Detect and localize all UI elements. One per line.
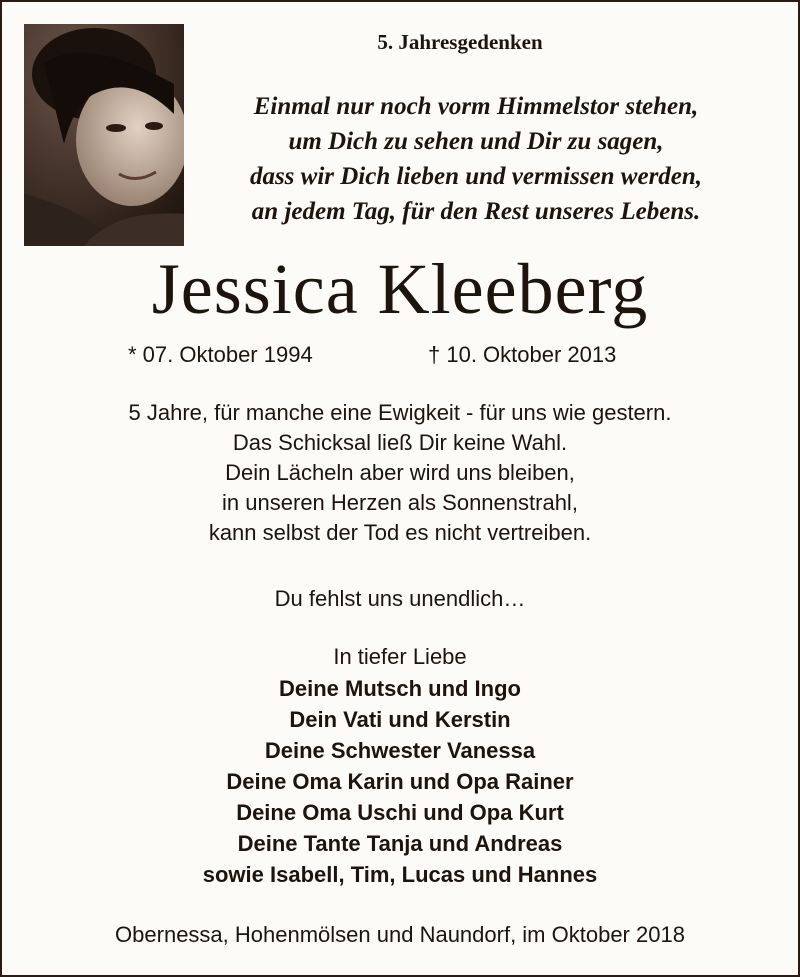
verse-line: kann selbst der Tod es nicht vertreiben.: [208, 520, 592, 545]
mourner-line: Deine Oma Karin und Opa Rainer: [226, 769, 574, 794]
poem-line: an jedem Tag, für den Rest unseres Lebens.: [251, 198, 701, 225]
verse-line: Dein Lächeln aber wird uns bleiben,: [225, 460, 575, 485]
mourners-list: [0, 673, 800, 890]
anniversary-heading: 5. Jahresgedenken: [377, 30, 543, 54]
poem-line: dass wir Dich lieben und vermissen werden,: [249, 163, 703, 190]
mourner-line: Deine Oma Uschi und Opa Kurt: [236, 800, 564, 825]
memorial-verse: [0, 398, 800, 548]
mourner-line: Deine Schwester Vanessa: [264, 738, 536, 763]
mourner-line: Deine Mutsch und Ingo: [279, 676, 521, 701]
deceased-name: Jessica Kleeberg: [151, 249, 649, 329]
place-and-date: Obernessa, Hohenmölsen und Naundorf, im Oktober 2018: [115, 922, 685, 947]
death-date: † 10. Oktober 2013: [428, 342, 617, 367]
poem-line: um Dich zu sehen und Dir zu sagen,: [288, 128, 664, 155]
mourner-line: Deine Tante Tanja und Andreas: [237, 831, 563, 856]
portrait-photo: [24, 24, 184, 246]
missing-line: Du fehlst uns unendlich…: [274, 586, 526, 611]
birth-date: * 07. Oktober 1994: [128, 342, 313, 367]
verse-line: 5 Jahre, für manche eine Ewigkeit - für uns wie gestern.: [128, 400, 672, 425]
poem: [186, 89, 766, 229]
mourner-line: sowie Isabell, Tim, Lucas und Hannes: [202, 862, 598, 887]
verse-line: in unseren Herzen als Sonnenstrahl,: [222, 490, 578, 515]
mourner-line: Dein Vati und Kerstin: [289, 707, 511, 732]
verse-line: Das Schicksal ließ Dir keine Wahl.: [232, 430, 568, 455]
in-loving-memory-line: In tiefer Liebe: [333, 644, 467, 669]
poem-line: Einmal nur noch vorm Himmelstor stehen,: [253, 93, 699, 120]
